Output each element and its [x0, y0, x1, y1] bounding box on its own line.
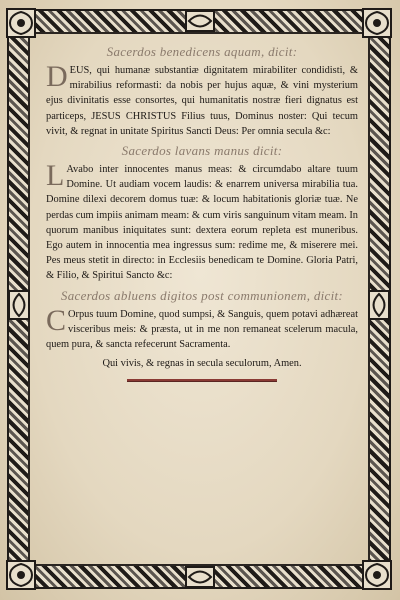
knot-ornament-icon	[185, 10, 215, 32]
prayer-text: EUS, qui humanæ substantiæ dignitatem mirabiliter condidisti, & mirabilius reformasti: da nobis per hujus aquæ, & vini mysterium ejus divinitatis esse consortes, qui humanitatis nostræ fieri dignatus est particeps, JESUS CHRISTUS Filius tuus, Dominus noster: Qui tecum vivit, & regnat in unitate Spiritus Sancti Deus: Per omnia secula &c:	[46, 65, 358, 137]
prayer-paragraph	[46, 159, 358, 284]
rubric-heading: Sacerdos lavans manus dicit:	[121, 143, 283, 159]
knot-ornament-icon	[185, 566, 215, 588]
knot-ornament-icon	[8, 290, 30, 320]
prayer-text: Orpus tuum Domine, quod sumpsi, & Sanguis, quem potavi adhæreat visceribus meis: & præsta, ut in me non remaneat scelerum macula, quem pura, & sancta refecerunt Sacramenta.	[46, 308, 358, 351]
corner-ornament-icon	[4, 558, 38, 592]
rubric-heading: Sacerdos benedicens aquam, dicit:	[106, 44, 298, 59]
drop-initial: L	[46, 159, 65, 193]
drop-initial: C	[46, 303, 67, 337]
knot-ornament-icon	[368, 290, 390, 320]
rubric-heading: Sacerdos abluens digitos post communionem, dicit:	[60, 287, 344, 303]
corner-ornament-icon	[4, 6, 38, 40]
red-divider-rule	[127, 379, 277, 382]
closing-doxology: Qui vivis, & regnas in secula seculorum, Amen.	[102, 358, 302, 370]
drop-initial: D	[46, 60, 68, 93]
corner-ornament-icon	[360, 558, 394, 592]
prayer-paragraph	[46, 60, 358, 139]
prayer-text: Avabo inter innocentes manus meas: & circumdabo altare tuum Domine. Ut audiam vocem laudis: & enarrem universa mirabilia tua. Domine dilexi decorem domus tuæ: & locum habitationis gloriæ tuæ. Ne perdas cum impiis animam meam: & cum viris sanguinum vitam meam. In quorum manibus iniquitates sunt: dextera eorum repleta est muneribus. Ego autem in innocentia mea ingressus sum: redime me, & miserere mei. Pes meus stetit in directo: in Ecclesiis benedicam te Domine. Gloria Patri, & Filio, & Spiritui Sancto &c:	[46, 164, 358, 282]
prayer-text-area	[46, 44, 358, 554]
corner-ornament-icon	[360, 6, 394, 40]
prayer-paragraph	[46, 303, 358, 353]
